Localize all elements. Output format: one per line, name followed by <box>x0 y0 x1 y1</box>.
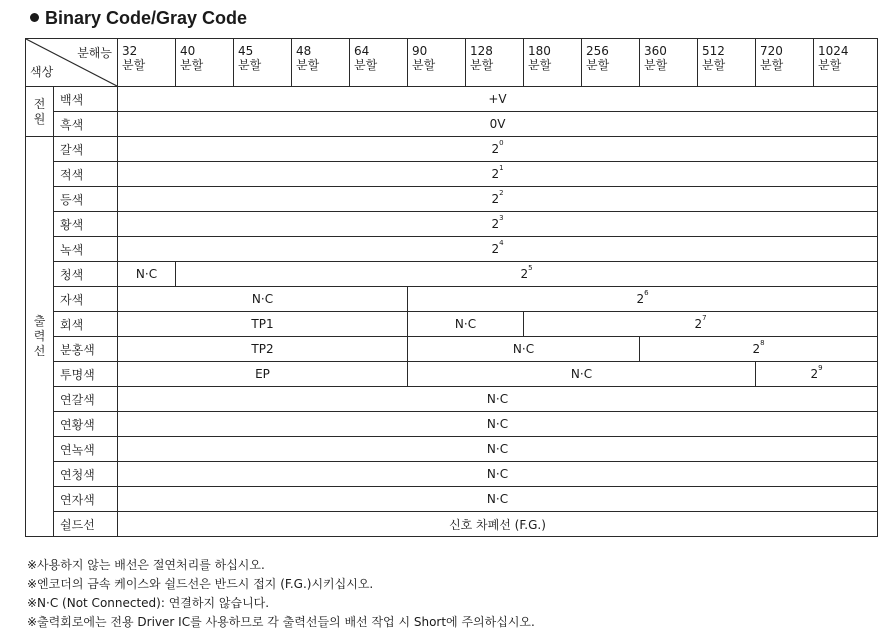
nc-cell: N·C <box>118 462 878 487</box>
tp-cell: TP2 <box>118 337 408 362</box>
bullet-icon <box>30 13 39 22</box>
wire-color: 회색 <box>54 312 118 337</box>
header-row <box>26 39 878 87</box>
power-group-label: 전 원 <box>26 87 54 137</box>
resolution-header: 64 분할 <box>350 39 408 87</box>
resolution-header: 360 분할 <box>640 39 698 87</box>
wire-color: 쉴드선 <box>54 512 118 537</box>
resolution-header: 40 분할 <box>176 39 234 87</box>
signal-cell: $2^6$ <box>408 287 878 312</box>
output-group-label: 출 력 선 <box>26 137 54 537</box>
wire-color: 녹색 <box>54 237 118 262</box>
shield-cell: 신호 차폐선 (F.G.) <box>118 512 878 537</box>
title-text: Binary Code/Gray Code <box>45 8 248 28</box>
wire-color: 투명색 <box>54 362 118 387</box>
wire-color: 등색 <box>54 187 118 212</box>
corner-top-label: 분해능 <box>77 46 112 60</box>
note-item: ※N·C (Not Connected): 연결하지 않습니다. <box>27 596 270 610</box>
wire-color: 적색 <box>54 162 118 187</box>
table-row <box>26 487 878 512</box>
wire-color: 백색 <box>54 87 118 112</box>
note-item: ※출력회로에는 전용 Driver IC를 사용하므로 각 출력선들의 배선 작업 시 Short에 주의하십시오. <box>27 615 535 629</box>
table-row <box>26 262 878 287</box>
resolution-header: 48 분할 <box>292 39 350 87</box>
table-row <box>26 312 878 337</box>
signal-cell: $2^9$ <box>756 362 878 387</box>
resolution-header: 1024 분할 <box>814 39 878 87</box>
wire-color: 흑색 <box>54 112 118 137</box>
nc-cell: N·C <box>118 387 878 412</box>
wire-color: 청색 <box>54 262 118 287</box>
resolution-header: 720 분할 <box>756 39 814 87</box>
signal-cell: $2^2$ <box>118 187 878 212</box>
wire-color: 갈색 <box>54 137 118 162</box>
wire-color: 연청색 <box>54 462 118 487</box>
nc-cell: N·C <box>118 437 878 462</box>
signal-cell: $2^7$ <box>524 312 878 337</box>
wire-color: 연녹색 <box>54 437 118 462</box>
signal-cell: $2^3$ <box>118 212 878 237</box>
resolution-header: 256 분할 <box>582 39 640 87</box>
signal-cell: +V <box>118 87 878 112</box>
signal-cell: $2^5$ <box>176 262 878 287</box>
table-row <box>26 162 878 187</box>
signal-cell: $2^8$ <box>640 337 878 362</box>
nc-cell: N·C <box>118 412 878 437</box>
table-row <box>26 187 878 212</box>
table-row <box>26 212 878 237</box>
table-row <box>26 137 878 162</box>
resolution-header: 45 분할 <box>234 39 292 87</box>
wire-color: 연자색 <box>54 487 118 512</box>
table-row <box>26 387 878 412</box>
signal-cell: 0V <box>118 112 878 137</box>
tp-cell: TP1 <box>118 312 408 337</box>
table-row <box>26 112 878 137</box>
table-row <box>26 437 878 462</box>
wire-color: 연황색 <box>54 412 118 437</box>
table-row <box>26 87 878 112</box>
ep-cell: EP <box>118 362 408 387</box>
note-item: ※사용하지 않는 배선은 절연처리를 하십시오. <box>27 558 265 572</box>
wire-color: 분홍색 <box>54 337 118 362</box>
notes <box>27 556 535 632</box>
nc-cell: N·C <box>408 312 524 337</box>
page-title <box>30 8 247 29</box>
wire-color: 황색 <box>54 212 118 237</box>
resolution-header: 32 분할 <box>118 39 176 87</box>
corner-bottom-label: 색상 <box>30 65 54 79</box>
note-item: ※엔코더의 금속 케이스와 쉴드선은 반드시 접지 (F.G.)시키십시오. <box>27 577 374 591</box>
table-row <box>26 237 878 262</box>
table-row <box>26 362 878 387</box>
resolution-header: 180 분할 <box>524 39 582 87</box>
table-row <box>26 337 878 362</box>
wire-color: 연갈색 <box>54 387 118 412</box>
table-row <box>26 287 878 312</box>
nc-cell: N·C <box>408 337 640 362</box>
nc-cell: N·C <box>118 487 878 512</box>
resolution-header: 128 분할 <box>466 39 524 87</box>
wiring-table <box>25 38 878 537</box>
table-row <box>26 462 878 487</box>
signal-cell: $2^1$ <box>118 162 878 187</box>
nc-cell: N·C <box>408 362 756 387</box>
signal-cell: $2^4$ <box>118 237 878 262</box>
wire-color: 자색 <box>54 287 118 312</box>
nc-cell: N·C <box>118 262 176 287</box>
table-row <box>26 412 878 437</box>
resolution-header: 512 분할 <box>698 39 756 87</box>
nc-cell: N·C <box>118 287 408 312</box>
table-row <box>26 512 878 537</box>
corner-cell <box>26 39 118 87</box>
resolution-header: 90 분할 <box>408 39 466 87</box>
signal-cell: $2^0$ <box>118 137 878 162</box>
